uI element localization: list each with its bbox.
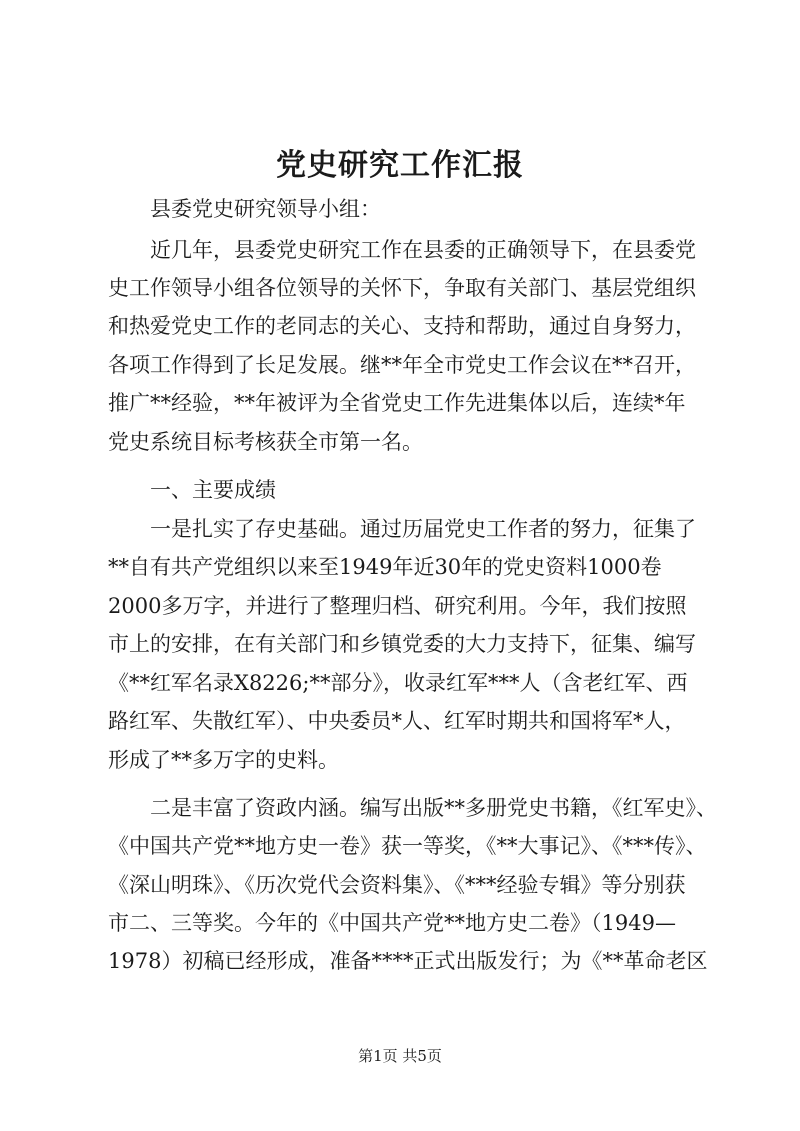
paragraph-line: 史工作领导小组各位领导的关怀下，争取有关部门、基层党组织 — [108, 276, 696, 300]
paragraph-line: 一是扎实了存史基础。通过历届党史工作者的努力，征集了 — [150, 517, 696, 541]
paragraph-line: **自有共产党组织以来至1949年近30年的党史资料1000卷 — [108, 555, 662, 579]
paragraph-line: 党史系统目标考核获全市第一名。 — [108, 430, 423, 454]
section-heading: 一、主要成绩 — [150, 478, 276, 502]
paragraph-line: 《深山明珠》、《历次党代会资料集》、《***经验专辑》等分别获 — [108, 873, 686, 897]
page-number-footer: 第1页 共5页 — [358, 1047, 442, 1065]
paragraph-line: 形成了**多万字的史料。 — [108, 748, 339, 772]
salutation: 县委党史研究领导小组： — [150, 197, 381, 221]
paragraph-line: 近几年，县委党史研究工作在县委的正确领导下，在县委党 — [150, 238, 696, 262]
paragraph-line: 推广**经验，**年被评为全省党史工作先进集体以后，连续*年 — [108, 391, 686, 415]
paragraph-line: 《**红军名录X8226;**部分》，收录红军***人（含老红军、西 — [108, 671, 688, 695]
paragraph-line: 《中国共产党**地方史一卷》获一等奖，《**大事记》、《***传》、 — [108, 834, 707, 858]
paragraph-line: 路红军、失散红军）、中央委员*人、红军时期共和国将军*人， — [108, 709, 686, 733]
document-title: 党史研究工作汇报 — [276, 148, 524, 183]
paragraph-line: 2000多万字，并进行了整理归档、研究利用。今年，我们按照 — [108, 594, 687, 618]
paragraph-line: 各项工作得到了长足发展。继**年全市党史工作会议在**召开， — [108, 353, 696, 377]
paragraph-line: 市二、三等奖。今年的《中国共产党**地方史二卷》（1949— — [108, 911, 676, 935]
paragraph-line: 和热爱党史工作的老同志的关心、支持和帮助，通过自身努力， — [108, 314, 696, 338]
paragraph-line: 市上的安排，在有关部门和乡镇党委的大力支持下，征集、编写 — [108, 632, 696, 656]
paragraph-line: 1978）初稿已经形成，准备****正式出版发行；为《**革命老区 — [108, 949, 708, 973]
paragraph-line: 二是丰富了资政内涵。编写出版**多册党史书籍，《红军史》、 — [150, 796, 717, 820]
